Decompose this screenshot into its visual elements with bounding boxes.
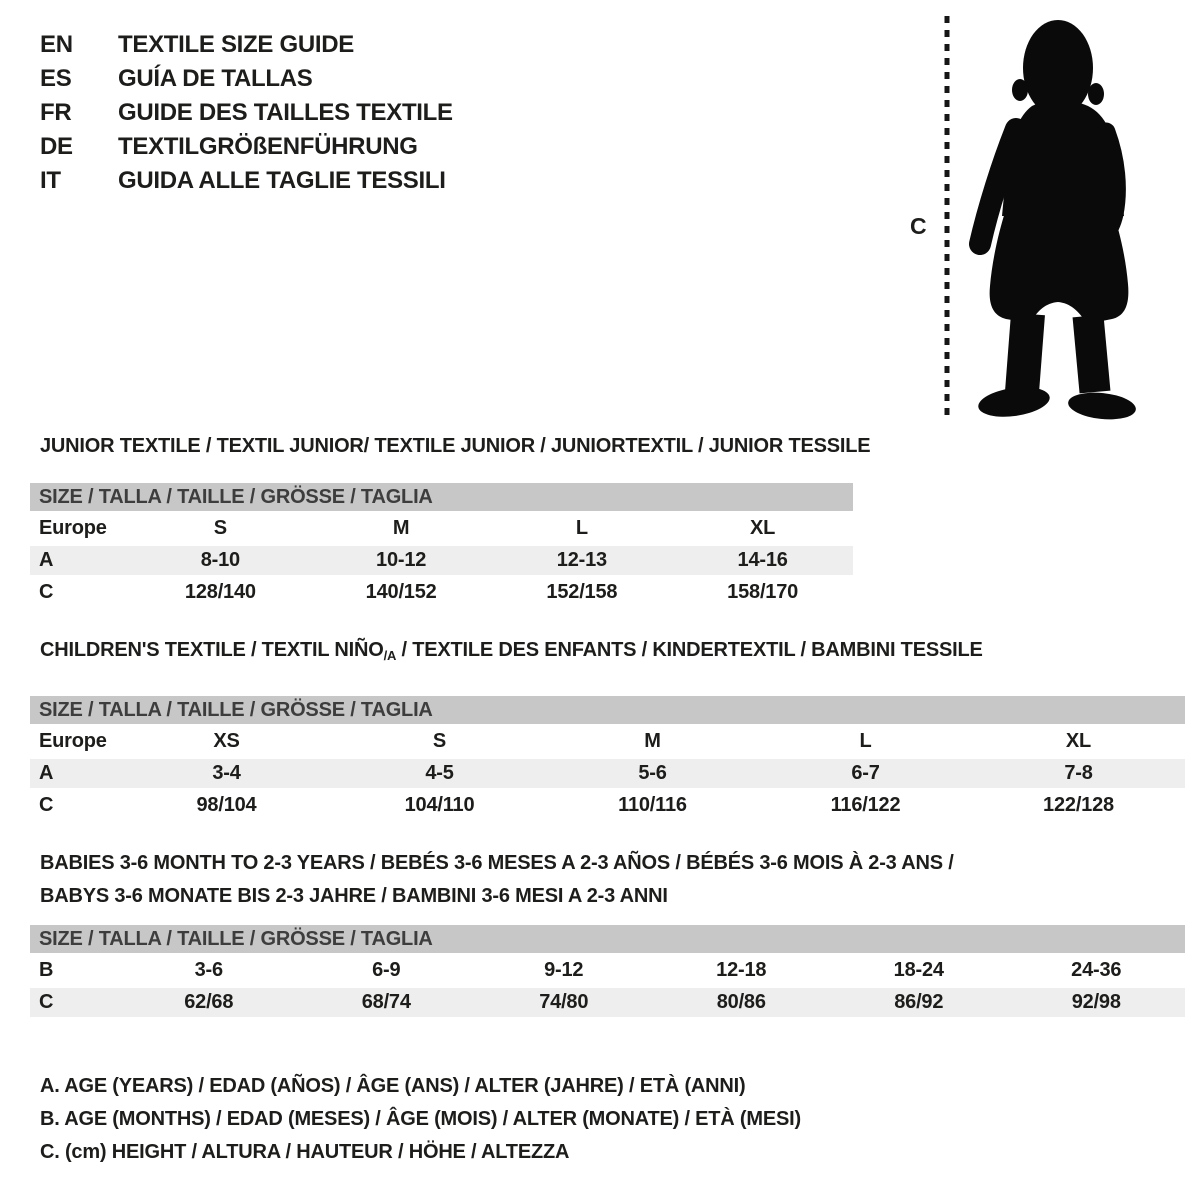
size-table-row [30,791,1185,820]
babies-textile-section [30,847,1185,1020]
size-value-cell: 122/128 [1043,794,1114,816]
babies-title-line1: BABIES 3-6 MONTH TO 2-3 YEARS / BEBÉS 3-6 MESES A 2-3 AÑOS / BÉBÉS 3-6 MOIS À 2-3 ANS / [40,852,954,874]
size-value-cell: 8-10 [130,546,311,575]
size-value-cell: 14-16 [672,546,853,575]
lang-title: GUIDE DES TAILLES TEXTILE [118,99,453,126]
row-label: A [30,546,130,575]
size-value-cell: 12-13 [492,546,673,575]
row-label: Europe [39,517,107,539]
size-value-cell: L [859,730,872,752]
lang-title: GUÍA DE TALLAS [118,65,313,92]
size-value-cell: 10-12 [311,546,492,575]
children-size-table [30,724,1185,823]
size-value-cell: S [432,730,447,752]
size-header-bar: SIZE / TALLA / TAILLE / GRÖSSE / TAGLIA [30,483,853,511]
lang-row-en [40,28,453,62]
legend-line-a: A. AGE (YEARS) / EDAD (AÑOS) / ÂGE (ANS) / ALTER (JAHRE) / ETÀ (ANNI) [40,1075,746,1097]
children-title-rest: / TEXTILE DES ENFANTS / KINDERTEXTIL / BAMBINI TESSILE [396,639,983,661]
size-value-cell: XL [750,517,776,539]
babies-table-title [40,847,1185,913]
size-value-cell: 110/116 [618,794,687,816]
size-value-cell: M [644,730,661,752]
size-value-cell: M [392,517,410,539]
size-value-cell: 80/86 [653,988,831,1017]
lang-code: FR [40,99,72,126]
size-header-bar: SIZE / TALLA / TAILLE / GRÖSSE / TAGLIA [30,696,1185,724]
lang-code: DE [40,133,73,160]
size-value-cell: 3-6 [194,959,223,981]
children-title-subscript: /A [383,648,397,663]
lang-row-es [40,62,453,96]
size-value-cell: XL [1065,730,1092,752]
size-value-cell: 104/110 [404,794,475,816]
lang-title: TEXTILE SIZE GUIDE [118,31,354,58]
size-header-bar: SIZE / TALLA / TAILLE / GRÖSSE / TAGLIA [30,925,1185,953]
size-value-cell: 158/170 [727,581,799,603]
junior-table-title: JUNIOR TEXTILE / TEXTIL JUNIOR/ TEXTILE JUNIOR / JUNIORTEXTIL / JUNIOR TESSILE [40,435,871,457]
size-value-cell: 152/158 [546,581,618,603]
children-table-title [40,638,1185,668]
size-table-row [30,988,1185,1017]
size-table-row [30,578,853,607]
size-value-cell: 12-18 [716,959,767,981]
lang-code: IT [40,167,61,194]
lang-row-it [40,164,453,198]
row-label: B [39,959,54,981]
size-value-cell: 24-36 [1071,959,1122,981]
language-title-list [40,28,453,198]
size-value-cell: 4-5 [333,759,546,788]
size-value-cell: 98/104 [196,794,257,816]
size-value-cell: 140/152 [365,581,437,603]
babies-size-table [30,953,1185,1020]
size-value-cell: 18-24 [893,959,944,981]
size-value-cell: 3-4 [120,759,333,788]
row-label: A [30,759,120,788]
height-marker-label: C [910,213,927,239]
lang-code: EN [40,31,73,58]
size-value-cell: 128/140 [184,581,256,603]
lang-code: ES [40,65,72,92]
lang-title: GUIDA ALLE TAGLIE TESSILI [118,167,446,194]
row-label: Europe [39,730,107,752]
lang-row-de [40,130,453,164]
size-value-cell: S [213,517,227,539]
row-label: C [39,794,54,816]
junior-size-table [30,511,853,610]
lang-title: TEXTILGRÖßENFÜHRUNG [118,133,418,160]
row-label: C [39,581,54,603]
junior-textile-section [30,434,871,610]
size-value-cell: 92/98 [1008,988,1186,1017]
measurement-legend [40,1070,801,1169]
size-value-cell: 86/92 [830,988,1008,1017]
size-value-cell: 62/68 [120,988,298,1017]
lang-row-fr [40,96,453,130]
size-value-cell: XS [213,730,240,752]
size-value-cell: 6-7 [759,759,972,788]
babies-title-line2: BABYS 3-6 MONATE BIS 2-3 JAHRE / BAMBINI 3-6 MESI A 2-3 ANNI [40,885,668,907]
size-table-row [30,956,1185,985]
size-value-cell: 5-6 [546,759,759,788]
size-value-cell: 6-9 [372,959,401,981]
children-title-main: CHILDREN'S TEXTILE / TEXTIL NIÑO [40,639,384,661]
size-value-cell: 74/80 [475,988,653,1017]
row-label: C [30,988,120,1017]
size-value-cell: 9-12 [544,959,584,981]
children-textile-section [30,638,1185,823]
size-table-row [30,546,853,575]
height-dashed-line [944,16,950,418]
size-table-row [30,759,1185,788]
size-value-cell: L [575,517,588,539]
legend-line-c: C. (cm) HEIGHT / ALTURA / HAUTEUR / HÖHE / ALTEZZA [40,1141,570,1163]
legend-line-b: B. AGE (MONTHS) / EDAD (MESES) / ÂGE (MOIS) / ALTER (MONATE) / ETÀ (MESI) [40,1108,801,1130]
size-value-cell: 7-8 [972,759,1185,788]
size-table-row [30,514,853,543]
size-value-cell: 68/74 [298,988,476,1017]
size-table-row [30,727,1185,756]
baby-silhouette-icon [956,14,1140,420]
size-value-cell: 116/122 [830,794,901,816]
